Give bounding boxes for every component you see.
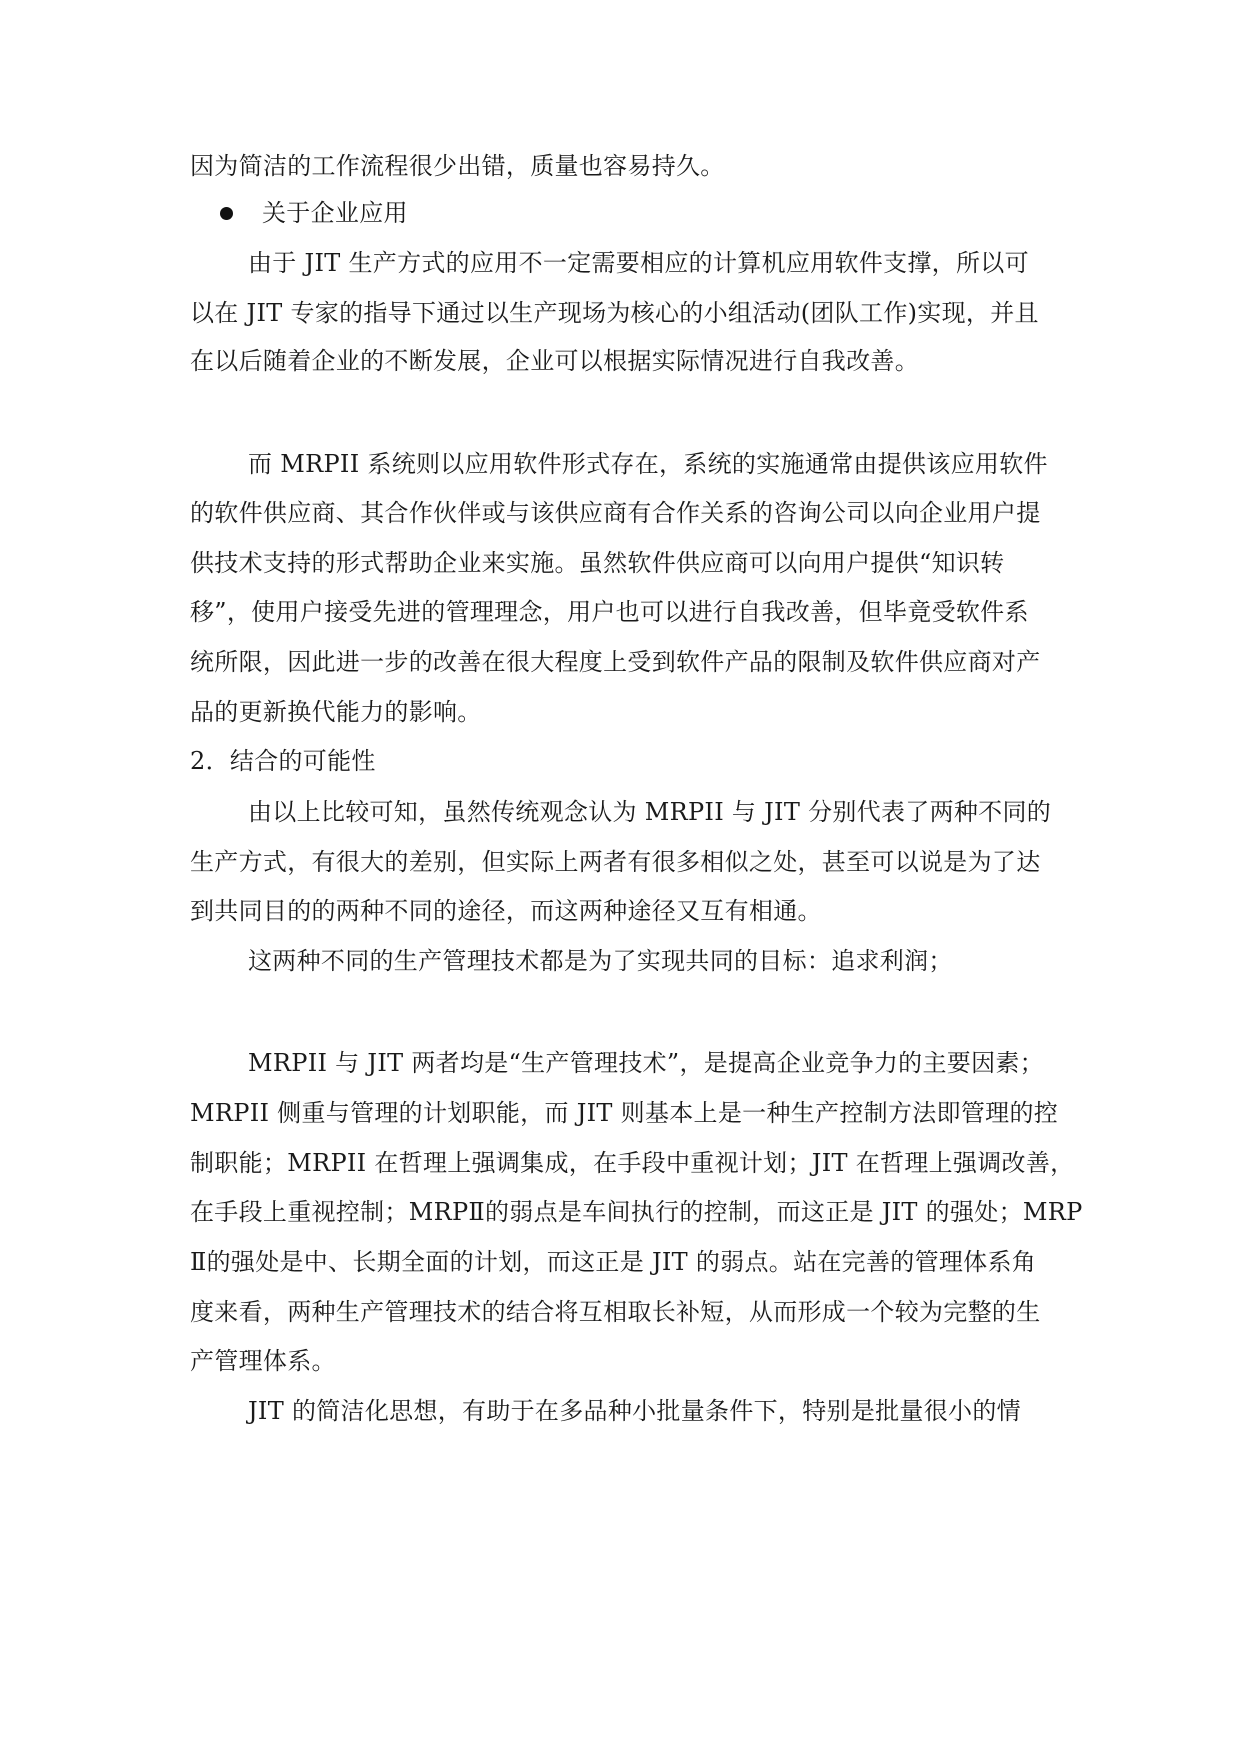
paragraph-line: 而 MRPII 系统则以应用软件形式存在，系统的实施通常由提供该应用软件	[248, 450, 1048, 478]
paragraph-line: 这两种不同的生产管理技术都是为了实现共同的目标：追求利润；	[248, 947, 953, 975]
paragraph-line: 在以后随着企业的不断发展，企业可以根据实际情况进行自我改善。	[190, 347, 919, 375]
section-heading: 2．结合的可能性	[190, 747, 376, 775]
paragraph-line: Ⅱ的强处是中、长期全面的计划，而这正是 JIT 的弱点。站在完善的管理体系角	[190, 1248, 1037, 1276]
paragraph-line: 制职能；MRPII 在哲理上强调集成，在手段中重视计划；JIT 在哲理上强调改善，	[190, 1149, 1075, 1177]
paragraph-line: MRPII 与 JIT 两者均是“生产管理技术”，是提高企业竞争力的主要因素；	[248, 1049, 1044, 1077]
paragraph-line: 因为简洁的工作流程很少出错，质量也容易持久。	[190, 152, 725, 180]
paragraph-line: JIT 的简洁化思想，有助于在多品种小批量条件下，特别是批量很小的情	[248, 1397, 1021, 1425]
paragraph-line: 由以上比较可知，虽然传统观念认为 MRPII 与 JIT 分别代表了两种不同的	[248, 798, 1052, 826]
paragraph-line: 在手段上重视控制；MRPⅡ的弱点是车间执行的控制，而这正是 JIT 的强处；MRP	[190, 1198, 1083, 1226]
paragraph-line: 移”，使用户接受先进的管理理念，用户也可以进行自我改善，但毕竟受软件系	[190, 598, 1029, 626]
paragraph-line: 品的更新换代能力的影响。	[190, 698, 482, 726]
paragraph-line: 度来看，两种生产管理技术的结合将互相取长补短，从而形成一个较为完整的生	[190, 1298, 1041, 1326]
paragraph-line: 由于 JIT 生产方式的应用不一定需要相应的计算机应用软件支撑，所以可	[248, 249, 1029, 277]
paragraph-line: 的软件供应商、其合作伙伴或与该供应商有合作关系的咨询公司以向企业用户提	[190, 499, 1041, 527]
paragraph-line: 产管理体系。	[190, 1347, 336, 1375]
paragraph-line: 供技术支持的形式帮助企业来实施。虽然软件供应商可以向用户提供“知识转	[190, 549, 1005, 577]
bullet-item-heading: 关于企业应用	[262, 199, 408, 227]
paragraph-line: 生产方式，有很大的差别，但实际上两者有很多相似之处，甚至可以说是为了达	[190, 848, 1041, 876]
bullet-icon	[220, 207, 233, 220]
paragraph-line: 到共同目的的两种不同的途径，而这两种途径又互有相通。	[190, 897, 822, 925]
paragraph-line: 统所限，因此进一步的改善在很大程度上受到软件产品的限制及软件供应商对产	[190, 648, 1041, 676]
paragraph-line: MRPII 侧重与管理的计划职能，而 JIT 则基本上是一种生产控制方法即管理的控	[190, 1099, 1059, 1127]
paragraph-line: 以在 JIT 专家的指导下通过以生产现场为核心的小组活动(团队工作)实现，并且	[190, 299, 1039, 327]
